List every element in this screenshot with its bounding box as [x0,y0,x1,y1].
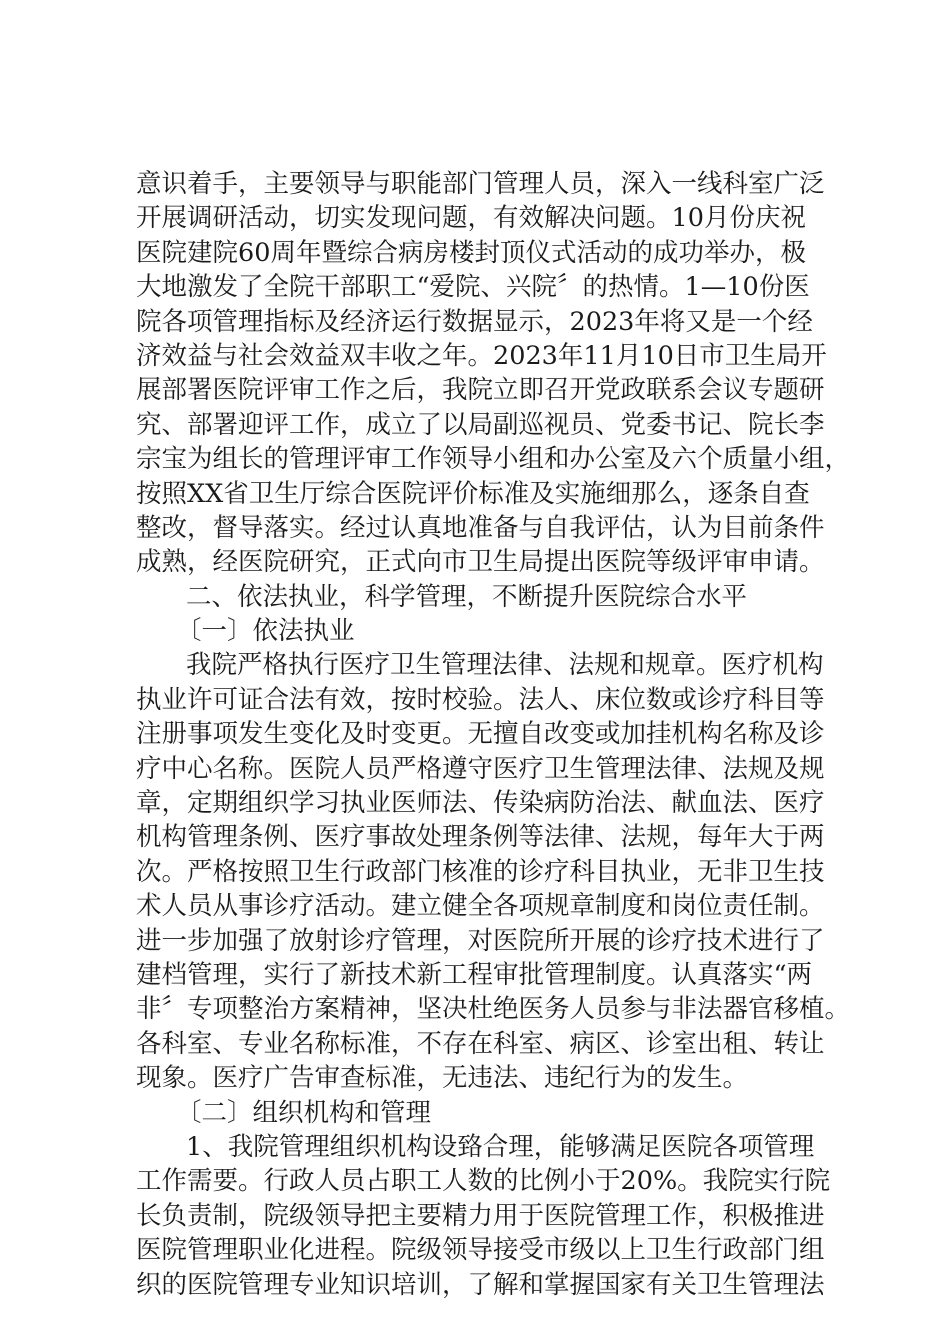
text-line: 次。严格按照卫生行政部门核准的诊疗科目执业，无非卫生技 [136,856,825,887]
text-line: 按照XX省卫生厅综合医院评价标准及实施细那么，逐条自查 [136,478,810,509]
text-line: 建档管理，实行了新技术新工程审批管理制度。认真落实“两 [136,959,813,990]
text-line: 疗中心名称。医院人员严格遵守医疗卫生管理法律、法规及规 [136,753,825,784]
section-heading: 二、依法执业，科学管理，不断提升医院综合水平 [186,581,748,612]
text-line: 大地激发了全院干部职工“爱院、兴院〞的热情。1—10份医 [136,272,810,303]
subsection-heading: 〔二〕组织机构和管理 [176,1097,432,1128]
text-line: 术人员从事诊疗活动。建立健全各项规章制度和岗位责任制。 [136,891,825,922]
text-line: 执业许可证合法有效，按时校验。法人、床位数或诊疗科目等 [136,684,825,715]
text-line: 长负责制，院级领导把主要精力用于医院管理工作，积极推进 [136,1200,825,1231]
text-line: 1、我院管理组织机构设臵合理，能够满足医院各项管理 [186,1131,815,1162]
subsection-heading: 〔一〕依法执业 [176,616,355,647]
text-line: 宗宝为组长的管理评审工作领导小组和办公室及六个质量小组， [136,444,851,475]
text-line: 现象。医疗广告审查标准，无违法、违纪行为的发生。 [136,1063,749,1094]
text-line: 工作需要。行政人员占职工人数的比例小于20%。我院实行院 [136,1166,831,1197]
text-line: 章，定期组织学习执业医师法、传染病防治法、献血法、医疗 [136,788,825,819]
text-line: 进一步加强了放射诊疗管理，对医院所开展的诊疗技术进行了 [136,925,825,956]
document-body [136,167,851,1302]
text-line: 意识着手，主要领导与职能部门管理人员，深入一线科室广泛 [136,169,825,199]
text-line: 成熟，经医院研究，正式向市卫生局提出医院等级评审申请。 [136,547,825,578]
text-line: 医院管理职业化进程。院级领导接受市级以上卫生行政部门组 [136,1235,825,1266]
text-line: 医院建院60周年暨综合病房楼封顶仪式活动的成功举办，极 [136,237,806,268]
text-line: 整改，督导落实。经过认真地准备与自我评估，认为目前条件 [136,512,825,543]
text-line: 机构管理条例、医疗事故处理条例等法律、法规，每年大于两 [136,822,825,853]
text-line: 究、部署迎评工作，成立了以局副巡视员、党委书记、院长李 [136,409,825,440]
text-line: 注册事项发生变化及时变更。无擅自改变或加挂机构名称及诊 [136,719,825,750]
text-line: 开展调研活动，切实发现问题，有效解决问题。10月份庆祝 [136,203,806,234]
text-line: 院各项管理指标及经济运行数据显示，2023年将又是一个经 [136,306,813,337]
text-line: 织的医院管理专业知识培训，了解和掌握国家有关卫生管理法 [136,1269,825,1300]
text-line: 非〞专项整治方案精神，坚决杜绝医务人员参与非法器官移植。 [136,994,851,1025]
text-line: 济效益与社会效益双丰收之年。2023年11月10日市卫生局开 [136,340,827,371]
text-line: 我院严格执行医疗卫生管理法律、法规和规章。医疗机构 [186,650,824,681]
text-line: 展部署医院评审工作之后，我院立即召开党政联系会议专题研 [136,375,825,406]
text-line: 各科室、专业名称标准，不存在科室、病区、诊室出租、转让 [136,1028,825,1059]
